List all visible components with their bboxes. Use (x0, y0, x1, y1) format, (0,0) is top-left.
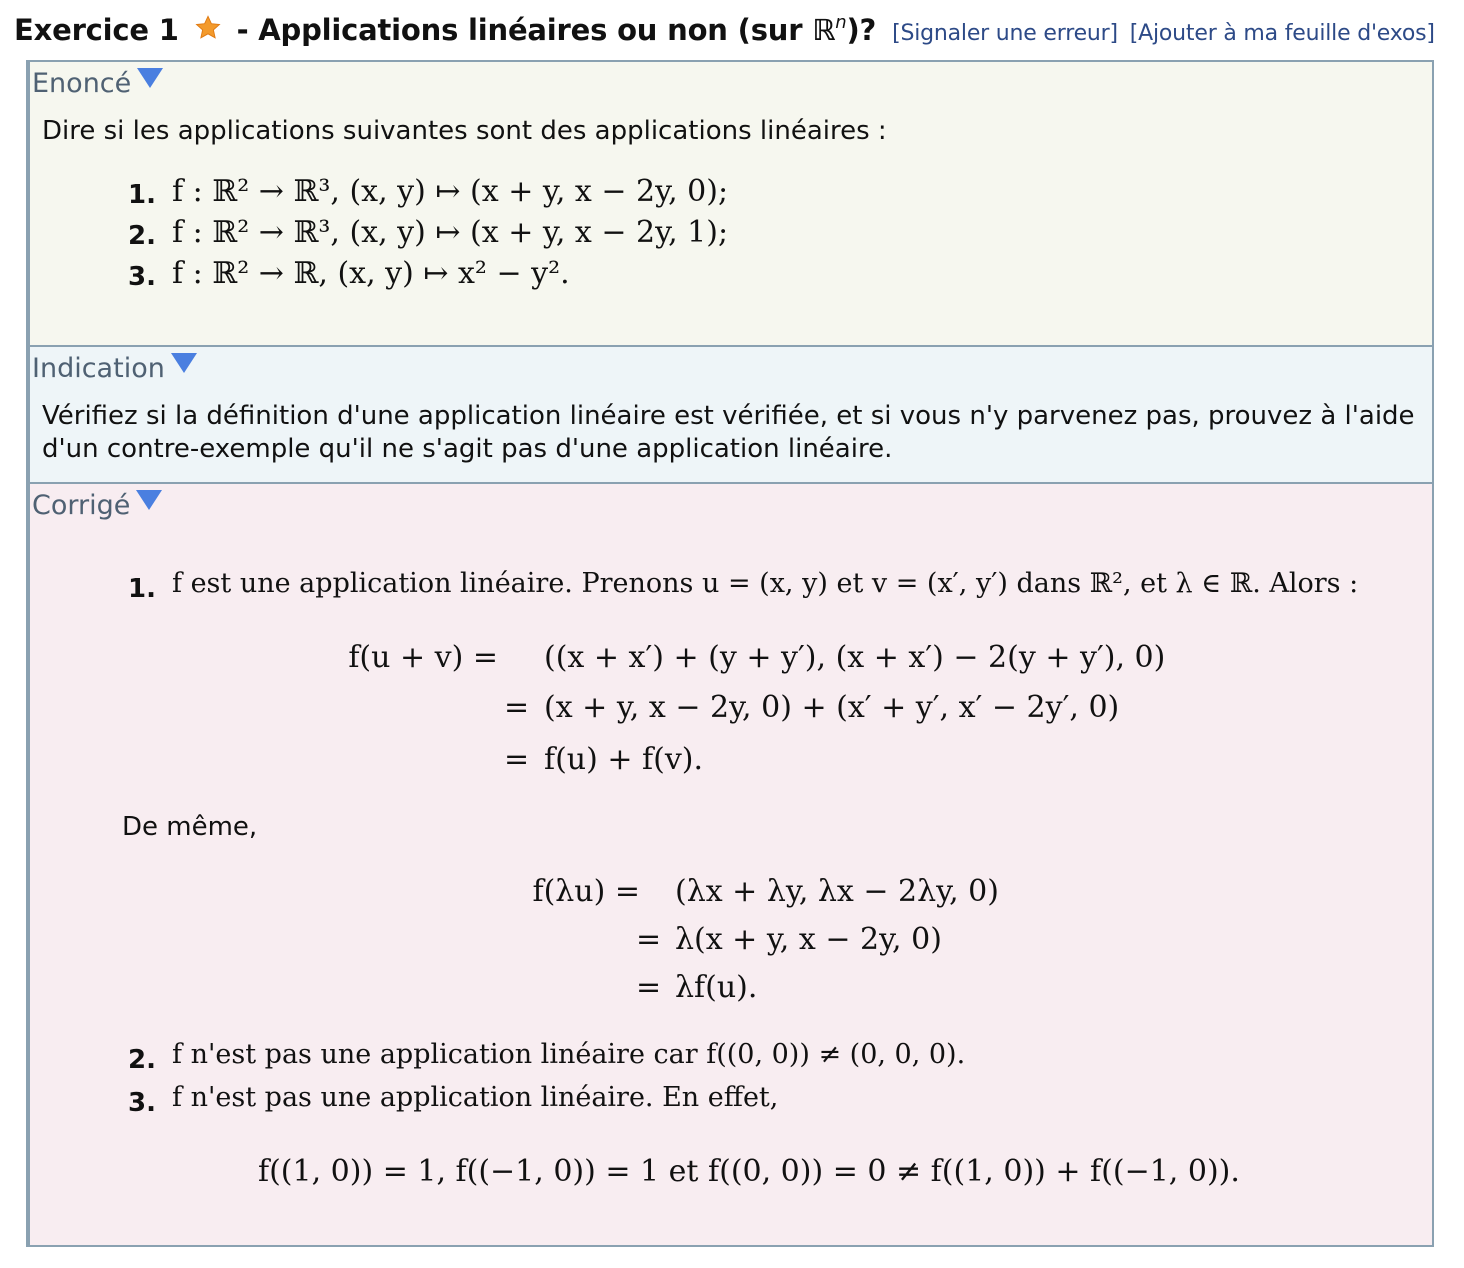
equation-1-row-1: ((x + x′) + (y + y′), (x + x′) − 2(y + y′), 0) (544, 640, 1166, 675)
corrige-section: Corrigé 1. f est une application linéaire. Prenons u = (x, y) et v = (x′, y′) dans ℝ², et λ ∈ ℝ. Alors : f(u + v) = ((x + x′) + (y + y′), (x + x′) − 2(y + y′), 0) = (x + y, x − 2y, 0) + (x′ + y′, x′ − 2y′, 0) = f(u) + f(v). De même, f(λu) = (λx + λy, λx − 2λy, 0) = λ(x + y, x − 2y, 0) = λf(u). 2. f n'est pas une application linéaire car f((0, 0)) ≠ (0, 0, 0). 3. f n'est pas une application linéaire. En effet, f((1, 0)) = 1, f((−1, 0)) = 1 et f((0, 0)) = 0 ≠ f((1, 0)) + f((−1, 0)). (26, 482, 1434, 1247)
equation-2-row-2: λ(x + y, x − 2y, 0) (675, 922, 942, 957)
exercise-heading: - Applications linéaires ou non (sur ℝ (236, 13, 836, 47)
indication-section (26, 345, 1434, 484)
equation-2-row-1: (λx + λy, λx − 2λy, 0) (675, 874, 999, 909)
triangle-down-icon (136, 490, 162, 510)
corrige-toggle[interactable]: Corrigé (32, 490, 162, 521)
triangle-down-icon (137, 68, 163, 88)
equation-2-row-3: λf(u). (675, 970, 758, 1005)
corrige-item-1: f est une application linéaire. Prenons u = (x, y) et v = (x′, y′) dans ℝ², et λ ∈ ℝ. Alors : (172, 568, 1359, 599)
enonce-section: Enoncé Dire si les applications suivantes sont des applications linéaires : 1. f : ℝ² → ℝ³, (x, y) ↦ (x + y, x − 2y, 0); 2. f : ℝ² → ℝ³, (x, y) ↦ (x + y, x − 2y, 1); 3. f : ℝ² → ℝ, (x, y) ↦ x² − y². (26, 60, 1434, 347)
enonce-item-1: f : ℝ² → ℝ³, (x, y) ↦ (x + y, x − 2y, 0); (172, 174, 729, 209)
equation-1-row-3: f(u) + f(v). (544, 742, 704, 777)
final-equation: f((1, 0)) = 1, f((−1, 0)) = 1 et f((0, 0)) = 0 ≠ f((1, 0)) + f((−1, 0)). (258, 1154, 1240, 1189)
exercise-number: Exercice 1 (14, 13, 179, 47)
equation-1-row-2: (x + y, x − 2y, 0) + (x′ + y′, x′ − 2y′, 0) (544, 690, 1120, 725)
indication-line-1: Vérifiez si la définition d'une application linéaire est vérifiée, et si vous n'y parvenez pas, prouvez à l'aide (42, 401, 1415, 431)
equation-1-lhs: f(u + v) = (348, 640, 498, 675)
report-error-link[interactable]: [Signaler une erreur] (892, 21, 1118, 46)
exercise-title: Exercice 1 - Applications linéaires ou non (sur ℝ$^n$)? [Signaler une erreur] [Ajouter à ma feuille d'exos] (14, 12, 1435, 47)
enonce-item-2: f : ℝ² → ℝ³, (x, y) ↦ (x + y, x − 2y, 1); (172, 215, 729, 250)
enonce-item-3: f : ℝ² → ℝ, (x, y) ↦ x² − y². (172, 256, 570, 291)
add-to-sheet-link[interactable]: [Ajouter à ma feuille d'exos] (1129, 21, 1435, 46)
triangle-down-icon (171, 353, 197, 373)
enonce-intro: Dire si les applications suivantes sont des applications linéaires : (42, 116, 887, 146)
indication-toggle[interactable]: Indication (32, 353, 197, 384)
de-meme-text: De même, (122, 812, 258, 842)
indication-line-2: d'un contre-exemple qu'il ne s'agit pas d'une application linéaire. (42, 434, 893, 464)
corrige-item-3: f n'est pas une application linéaire. En effet, (172, 1082, 779, 1113)
enonce-toggle[interactable]: Enoncé (32, 68, 163, 99)
equation-2-lhs: f(λu) = (532, 874, 640, 909)
corrige-item-2: f n'est pas une application linéaire car f((0, 0)) ≠ (0, 0, 0). (172, 1039, 966, 1070)
star-icon (193, 14, 223, 49)
